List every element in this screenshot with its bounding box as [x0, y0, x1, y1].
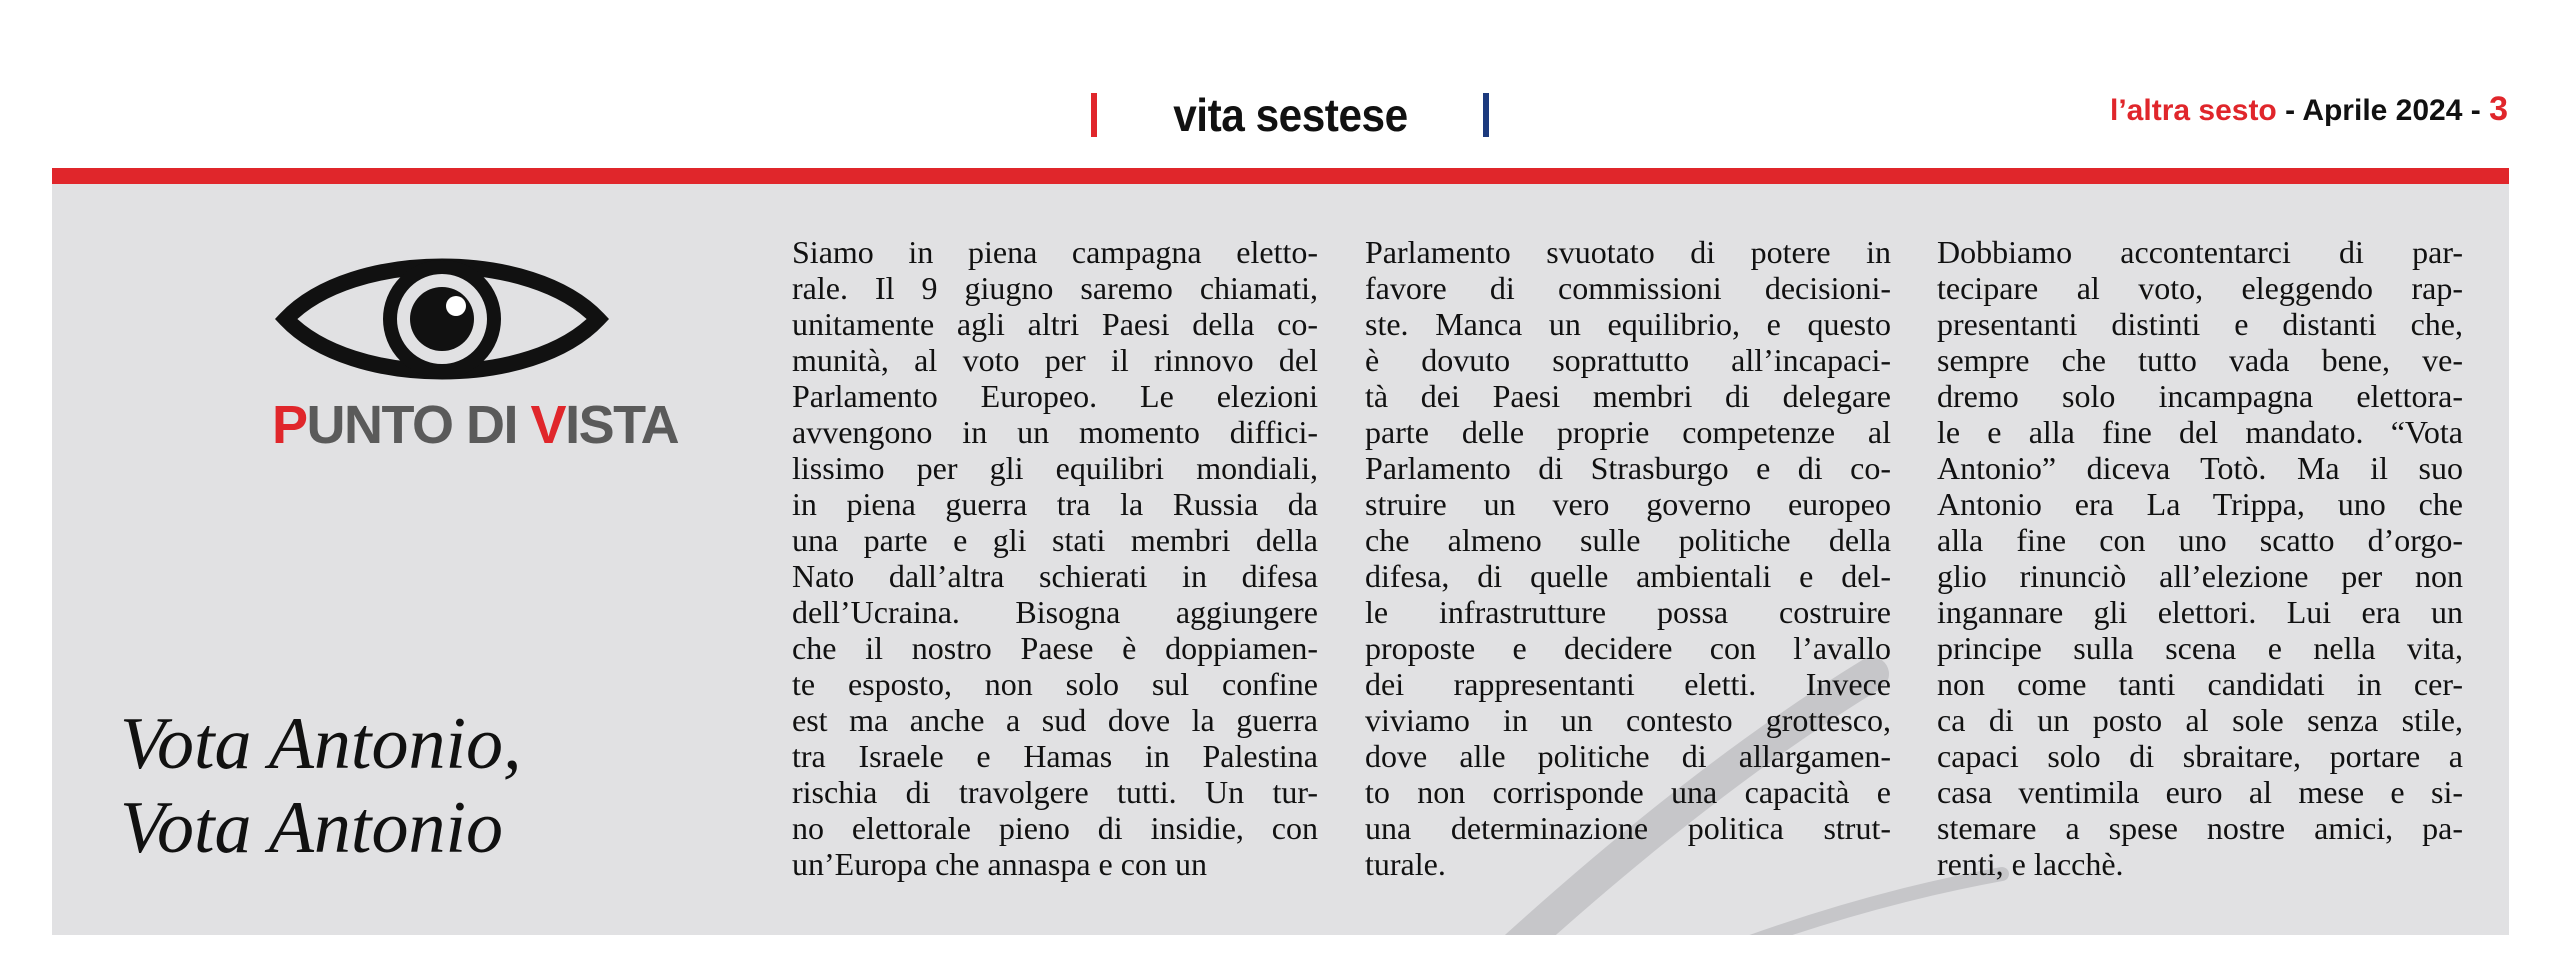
- article-text-line: dremo solo incampagna elettora-: [1937, 378, 2463, 414]
- article-text-line: Parlamento di Strasburgo e di co-: [1365, 450, 1891, 486]
- article-text-line: dell’Ucraina. Bisogna aggiungere: [792, 594, 1318, 630]
- article-text-line: capaci solo di sbraitare, portare a: [1937, 738, 2463, 774]
- headline-line: Vota Antonio,: [120, 703, 522, 785]
- article-text-line: parte delle proprie competenze al: [1365, 414, 1891, 450]
- article-text-line: tra Israele e Hamas in Palestina: [792, 738, 1318, 774]
- section-label: vita sestese: [1172, 89, 1408, 141]
- article-text-line: ca di un posto al sole senza stile,: [1937, 702, 2463, 738]
- article-text-line: presentanti distinti e distanti che,: [1937, 306, 2463, 342]
- headline-line: Vota Antonio: [120, 787, 504, 869]
- article-text-line: in piena guerra tra la Russia da: [792, 486, 1318, 522]
- article-text-line: ingannare gli elettori. Lui era un: [1937, 594, 2463, 630]
- article-text-line: un’Europa che annaspa e con un: [792, 846, 1207, 882]
- issue-date: Aprile 2024: [2302, 94, 2463, 127]
- article-column-2: [1365, 234, 1891, 882]
- article-text-line: Dobbiamo accontentarci di par-: [1937, 234, 2463, 270]
- article-text-line: Antonio” diceva Totò. Ma il suo: [1937, 450, 2463, 486]
- article-column-1: [792, 234, 1318, 882]
- article-text-line: viviamo in un contesto grottesco,: [1365, 702, 1891, 738]
- article-text-line: le infrastrutture possa costruire: [1365, 594, 1891, 630]
- article-text-line: sempre che tutto vada bene, ve-: [1937, 342, 2463, 378]
- article-text-line: Antonio era La Trippa, uno che: [1937, 486, 2463, 522]
- punto-di-vista-logo: [162, 244, 702, 464]
- article-text-line: te esposto, non solo sul confine: [792, 666, 1318, 702]
- article-text-line: proposte e decidere con l’avallo: [1365, 630, 1891, 666]
- article-text-line: casa ventimila euro al mese e si-: [1937, 774, 2463, 810]
- article-text-line: munità, al voto per il rinnovo del: [792, 342, 1318, 378]
- article-text-line: principe sulla scena e nella vita,: [1937, 630, 2463, 666]
- article-column-3: [1937, 234, 2463, 882]
- article-text-line: est ma anche a sud dove la guerra: [792, 702, 1318, 738]
- article-text-line: dei rappresentanti eletti. Invece: [1365, 666, 1891, 702]
- publication-name: l’altra sesto: [2110, 94, 2277, 127]
- article-text-line: non come tanti candidati in cer-: [1937, 666, 2463, 702]
- article-text-line: unitamente agli altri Paesi della co-: [792, 306, 1318, 342]
- article-text-line: dove alle politiche di allargamen-: [1365, 738, 1891, 774]
- article-text-line: una determinazione politica strut-: [1365, 810, 1891, 846]
- header-rule: [52, 168, 2509, 184]
- article-text-line: Parlamento svuotato di potere in: [1365, 234, 1891, 270]
- article-text-line: glio rinunciò all’elezione per non: [1937, 558, 2463, 594]
- article-text-line: Siamo in piena campagna eletto-: [792, 234, 1318, 270]
- article-text-line: Nato dall’altra schierati in difesa: [792, 558, 1318, 594]
- article-text-line: renti, e lacchè.: [1937, 846, 2124, 882]
- article-text-line: lissimo per gli equilibri mondiali,: [792, 450, 1318, 486]
- article-text-line: difesa, di quelle ambientali e del-: [1365, 558, 1891, 594]
- dateline-separator: -: [2462, 94, 2490, 127]
- section-bar-left: [1091, 93, 1097, 137]
- section-bar-right: [1483, 93, 1489, 137]
- article-text-line: Parlamento Europeo. Le elezioni: [792, 378, 1318, 414]
- article-text-line: è dovuto soprattutto all’incapaci-: [1365, 342, 1891, 378]
- eye-icon: [272, 244, 612, 394]
- article-text-line: favore di commissioni decisioni-: [1365, 270, 1891, 306]
- article-text-line: turale.: [1365, 846, 1446, 882]
- article-text-line: tecipare al voto, eleggendo rap-: [1937, 270, 2463, 306]
- article-headline: [120, 702, 720, 870]
- article-text-line: che il nostro Paese è doppiamen-: [792, 630, 1318, 666]
- article-text-line: che almeno sulle politiche della: [1365, 522, 1891, 558]
- article-panel: [52, 184, 2509, 935]
- article-text-line: rischia di travolgere tutti. Un tur-: [792, 774, 1318, 810]
- article-text-line: tà dei Paesi membri di delegare: [1365, 378, 1891, 414]
- article-text-line: avvengono in un momento diffici-: [792, 414, 1318, 450]
- article-text-line: le e alla fine del mandato. “Vota: [1937, 414, 2463, 450]
- article-text-line: ste. Manca un equilibrio, e questo: [1365, 306, 1891, 342]
- article-text-line: rale. Il 9 giugno saremo chiamati,: [792, 270, 1318, 306]
- page-header: [0, 0, 2560, 160]
- page-number: 3: [2489, 90, 2508, 128]
- logo-text: PUNTO DI VISTA: [272, 395, 679, 455]
- article-text-line: no elettorale pieno di insidie, con: [792, 810, 1318, 846]
- section-title: [1080, 80, 1500, 150]
- article-text-line: una parte e gli stati membri della: [792, 522, 1318, 558]
- article-text-line: stemare a spese nostre amici, pa-: [1937, 810, 2463, 846]
- article-text-line: to non corrisponde una capacità e: [1365, 774, 1891, 810]
- article-text-line: alla fine con uno scatto d’orgo-: [1937, 522, 2463, 558]
- dateline: [2110, 90, 2508, 129]
- dateline-separator: -: [2276, 94, 2303, 127]
- article-text-line: struire un vero governo europeo: [1365, 486, 1891, 522]
